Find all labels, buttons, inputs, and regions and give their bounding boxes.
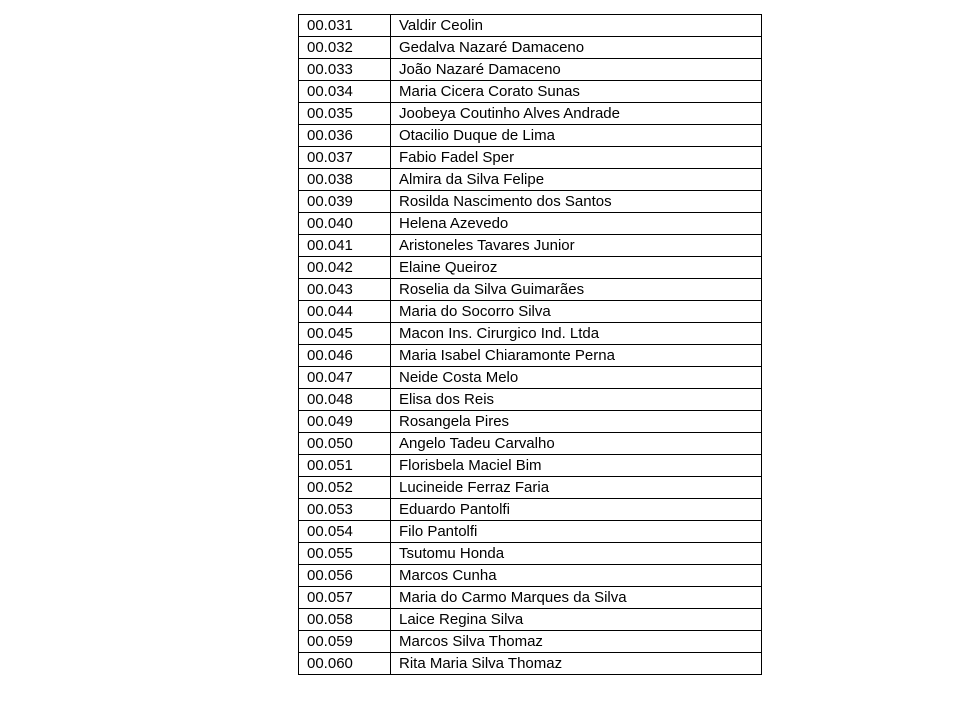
records-table: [298, 14, 762, 675]
table-row: [299, 367, 762, 389]
table-row: [299, 301, 762, 323]
table-row: [299, 235, 762, 257]
record-code-cell: 00.054: [299, 521, 391, 543]
table-row: [299, 477, 762, 499]
record-name-cell: Marcos Silva Thomaz: [391, 631, 762, 653]
record-name-cell: Rita Maria Silva Thomaz: [391, 653, 762, 675]
record-name-cell: Rosilda Nascimento dos Santos: [391, 191, 762, 213]
record-name-cell: Otacilio Duque de Lima: [391, 125, 762, 147]
table-row: [299, 543, 762, 565]
record-code-cell: 00.046: [299, 345, 391, 367]
record-code-cell: 00.034: [299, 81, 391, 103]
table-row: [299, 81, 762, 103]
record-name-cell: Fabio Fadel Sper: [391, 147, 762, 169]
record-name-cell: Maria do Carmo Marques da Silva: [391, 587, 762, 609]
table-row: [299, 213, 762, 235]
record-name-cell: Tsutomu Honda: [391, 543, 762, 565]
record-code-cell: 00.053: [299, 499, 391, 521]
table-row: [299, 521, 762, 543]
record-code-cell: 00.056: [299, 565, 391, 587]
record-name-cell: Maria Cicera Corato Sunas: [391, 81, 762, 103]
record-name-cell: Angelo Tadeu Carvalho: [391, 433, 762, 455]
record-name-cell: Joobeya Coutinho Alves Andrade: [391, 103, 762, 125]
table-row: [299, 499, 762, 521]
record-code-cell: 00.058: [299, 609, 391, 631]
table-row: [299, 15, 762, 37]
record-code-cell: 00.041: [299, 235, 391, 257]
record-code-cell: 00.059: [299, 631, 391, 653]
record-code-cell: 00.035: [299, 103, 391, 125]
record-code-cell: 00.040: [299, 213, 391, 235]
record-name-cell: Gedalva Nazaré Damaceno: [391, 37, 762, 59]
table-row: [299, 147, 762, 169]
record-name-cell: Laice Regina Silva: [391, 609, 762, 631]
record-code-cell: 00.038: [299, 169, 391, 191]
record-code-cell: 00.055: [299, 543, 391, 565]
record-code-cell: 00.052: [299, 477, 391, 499]
record-code-cell: 00.060: [299, 653, 391, 675]
record-name-cell: Elaine Queiroz: [391, 257, 762, 279]
table-row: [299, 587, 762, 609]
record-name-cell: João Nazaré Damaceno: [391, 59, 762, 81]
table-row: [299, 59, 762, 81]
record-name-cell: Florisbela Maciel Bim: [391, 455, 762, 477]
table-row: [299, 631, 762, 653]
record-code-cell: 00.043: [299, 279, 391, 301]
record-name-cell: Helena Azevedo: [391, 213, 762, 235]
table-row: [299, 191, 762, 213]
record-code-cell: 00.036: [299, 125, 391, 147]
table-row: [299, 103, 762, 125]
record-name-cell: Neide Costa Melo: [391, 367, 762, 389]
record-name-cell: Marcos Cunha: [391, 565, 762, 587]
record-code-cell: 00.050: [299, 433, 391, 455]
record-name-cell: Lucineide Ferraz Faria: [391, 477, 762, 499]
record-code-cell: 00.049: [299, 411, 391, 433]
record-name-cell: Eduardo Pantolfi: [391, 499, 762, 521]
records-table-body: [299, 15, 762, 675]
table-row: [299, 125, 762, 147]
record-code-cell: 00.047: [299, 367, 391, 389]
record-name-cell: Almira da Silva Felipe: [391, 169, 762, 191]
record-code-cell: 00.039: [299, 191, 391, 213]
record-code-cell: 00.051: [299, 455, 391, 477]
record-name-cell: Aristoneles Tavares Junior: [391, 235, 762, 257]
record-name-cell: Macon Ins. Cirurgico Ind. Ltda: [391, 323, 762, 345]
table-row: [299, 433, 762, 455]
table-row: [299, 565, 762, 587]
record-code-cell: 00.042: [299, 257, 391, 279]
table-row: [299, 609, 762, 631]
record-name-cell: Maria Isabel Chiaramonte Perna: [391, 345, 762, 367]
table-row: [299, 653, 762, 675]
record-name-cell: Maria do Socorro Silva: [391, 301, 762, 323]
record-code-cell: 00.044: [299, 301, 391, 323]
record-code-cell: 00.045: [299, 323, 391, 345]
record-code-cell: 00.057: [299, 587, 391, 609]
record-name-cell: Valdir Ceolin: [391, 15, 762, 37]
record-name-cell: Rosangela Pires: [391, 411, 762, 433]
table-row: [299, 257, 762, 279]
table-row: [299, 345, 762, 367]
record-code-cell: 00.032: [299, 37, 391, 59]
record-code-cell: 00.033: [299, 59, 391, 81]
table-row: [299, 37, 762, 59]
records-sheet: [298, 14, 761, 675]
record-name-cell: Roselia da Silva Guimarães: [391, 279, 762, 301]
record-code-cell: 00.031: [299, 15, 391, 37]
table-row: [299, 389, 762, 411]
table-row: [299, 411, 762, 433]
table-row: [299, 455, 762, 477]
record-code-cell: 00.048: [299, 389, 391, 411]
table-row: [299, 169, 762, 191]
record-name-cell: Filo Pantolfi: [391, 521, 762, 543]
table-row: [299, 279, 762, 301]
record-code-cell: 00.037: [299, 147, 391, 169]
table-row: [299, 323, 762, 345]
record-name-cell: Elisa dos Reis: [391, 389, 762, 411]
